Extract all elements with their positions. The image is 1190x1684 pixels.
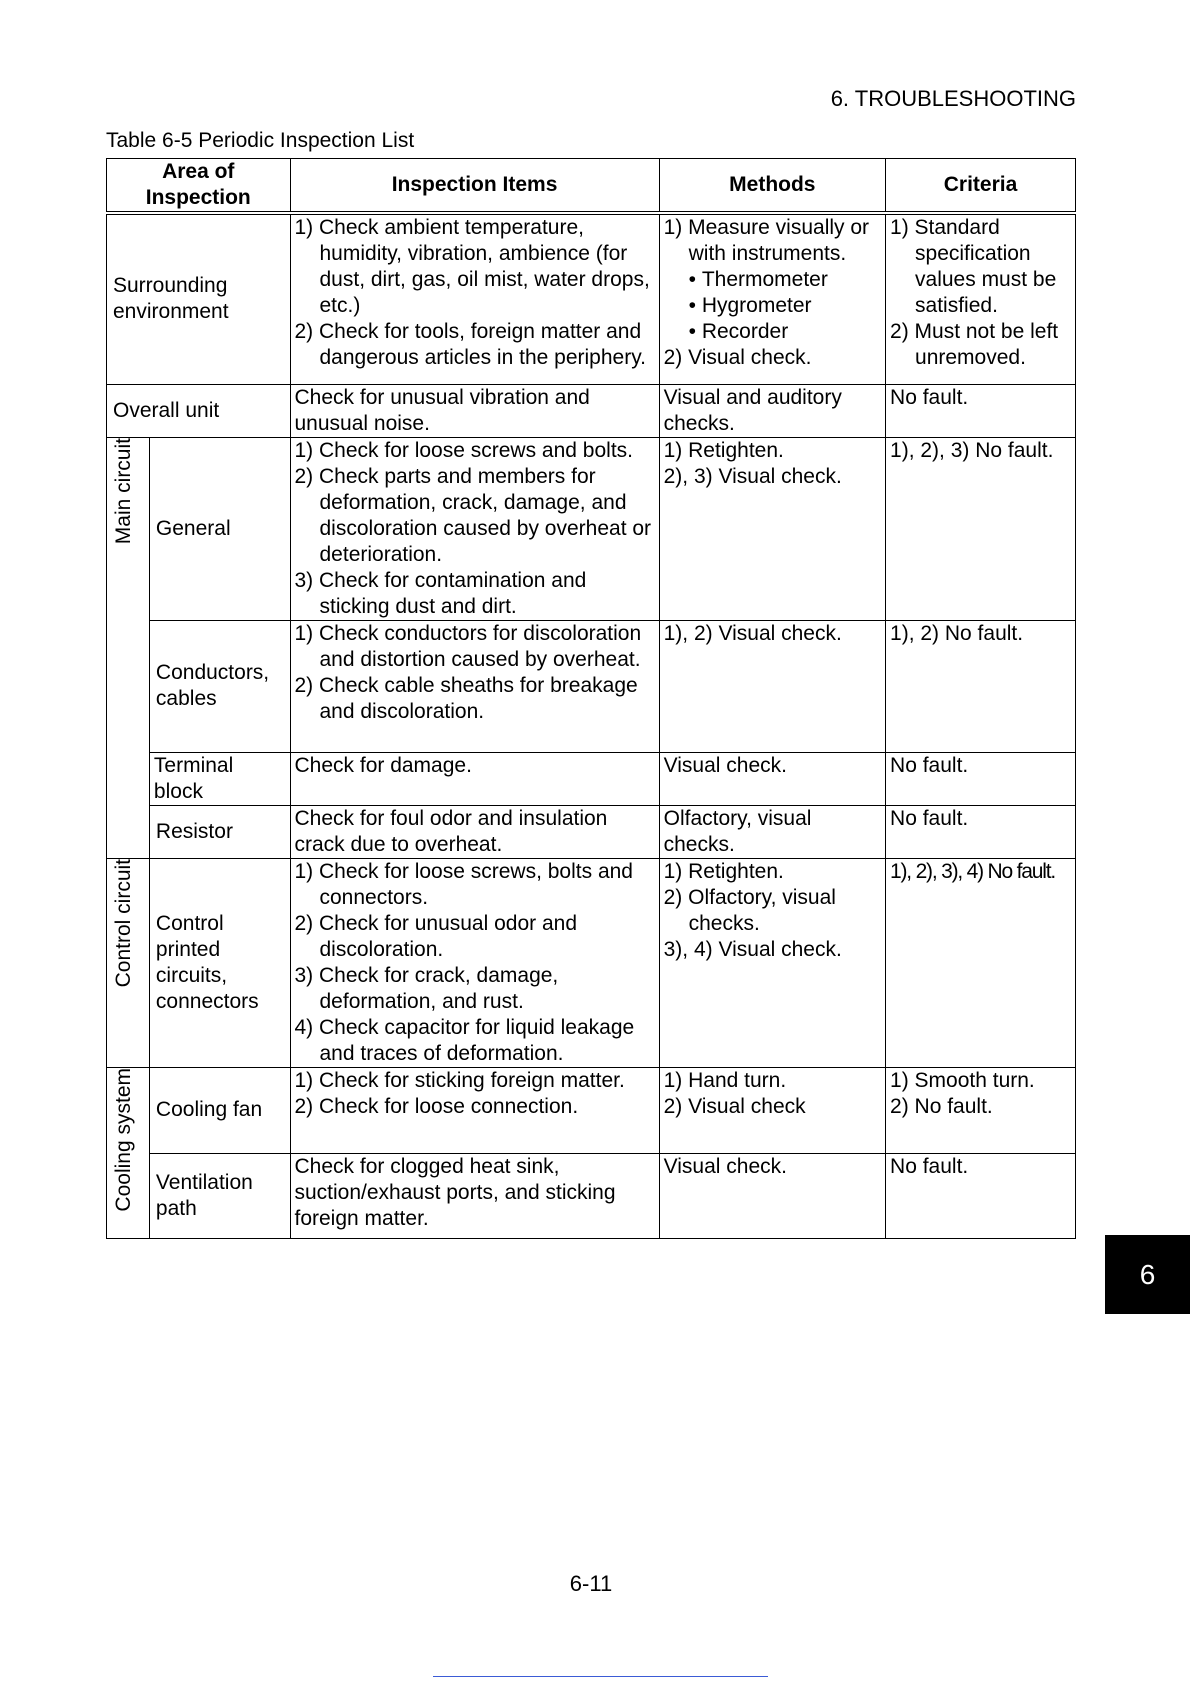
table-header-row — [107, 159, 1076, 214]
criteria-cell: No fault. — [886, 384, 1076, 437]
criteria-cell — [886, 1067, 1076, 1153]
items-cell: Check for foul odor and insulation crack due to overheat. — [290, 805, 659, 858]
group-label-control-circuit: Control circuit — [107, 858, 150, 1067]
methods-cell — [659, 858, 885, 1067]
page-number: 6-11 — [569, 1571, 613, 1596]
methods-cell: 1), 2) Visual check. — [659, 620, 885, 752]
criteria-cell: 1), 2) No fault. — [886, 620, 1076, 752]
inspection-item: 2) Check for loose connection. — [294, 1094, 579, 1118]
footer-divider — [433, 1676, 768, 1677]
inspection-item: 3) Check for crack, damage, deformation, and rust. — [294, 963, 559, 1013]
instrument-item: • Recorder — [689, 319, 881, 345]
method-item: 2) Visual check — [663, 1094, 806, 1118]
instrument-item: • Thermometer — [689, 267, 881, 293]
methods-cell — [659, 213, 885, 384]
header-criteria: Criteria — [886, 159, 1076, 214]
items-cell — [290, 858, 659, 1067]
group-label-cooling-system: Cooling system — [107, 1067, 150, 1238]
criteria-item: 1) Smooth turn. — [890, 1068, 1035, 1092]
methods-cell — [659, 437, 885, 620]
inspection-item: 1) Check for sticking foreign matter. — [294, 1068, 625, 1092]
criteria-item: 2) Must not be left unremoved. — [890, 320, 1059, 369]
area-cell: Conductors, cables — [149, 620, 290, 752]
header-area: Area of Inspection — [107, 159, 291, 214]
methods-cell: Visual and auditory checks. — [659, 384, 885, 437]
area-cell: General — [149, 437, 290, 620]
inspection-item: 1) Check conductors for discoloration and distortion caused by overheat. — [294, 621, 642, 671]
methods-cell: Olfactory, visual checks. — [659, 805, 885, 858]
method-item: 3), 4) Visual check. — [663, 937, 842, 961]
criteria-cell: 1), 2), 3), 4) No fault. — [886, 858, 1076, 1067]
criteria-item: 1) Standard specification values must be satisfied. — [890, 216, 1057, 317]
section-header: 6. TROUBLESHOOTING — [830, 86, 1076, 111]
header-inspection-items: Inspection Items — [290, 159, 659, 214]
periodic-inspection-table — [106, 158, 1076, 1239]
items-cell: Check for unusual vibration and unusual noise. — [290, 384, 659, 437]
method-item: 1) Measure visually or with instruments. — [663, 216, 870, 265]
chapter-tab: 6 — [1105, 1235, 1190, 1314]
criteria-cell: 1), 2), 3) No fault. — [886, 437, 1076, 620]
methods-cell: Visual check. — [659, 752, 885, 805]
inspection-item: 4) Check capacitor for liquid leakage and traces of deformation. — [294, 1015, 635, 1065]
inspection-item: 2) Check cable sheaths for breakage and discoloration. — [294, 673, 638, 723]
area-cell: Overall unit — [107, 384, 291, 437]
items-cell: Check for clogged heat sink, suction/exhaust ports, and sticking foreign matter. — [290, 1153, 659, 1238]
group-label-main-circuit: Main circuit — [107, 437, 150, 858]
inspection-item: 2) Check for tools, foreign matter and dangerous articles in the periphery. — [294, 320, 646, 369]
area-cell: Ventilation path — [149, 1153, 290, 1238]
table-caption: Table 6-5 Periodic Inspection List — [106, 129, 415, 152]
items-cell — [290, 1067, 659, 1153]
items-cell: Check for damage. — [290, 752, 659, 805]
row-ventilation-path — [107, 1153, 1076, 1238]
items-cell — [290, 620, 659, 752]
row-cooling-fan — [107, 1067, 1076, 1153]
inspection-item: 1) Check for loose screws, bolts and connectors. — [294, 859, 633, 909]
items-cell — [290, 213, 659, 384]
inspection-item: 3) Check for contamination and sticking dust and dirt. — [294, 568, 587, 618]
row-overall-unit — [107, 384, 1076, 437]
methods-cell: Visual check. — [659, 1153, 885, 1238]
items-cell — [290, 437, 659, 620]
criteria-item: 2) No fault. — [890, 1094, 993, 1118]
area-cell: Cooling fan — [149, 1067, 290, 1153]
area-cell: Surrounding environment — [107, 213, 291, 384]
criteria-cell — [886, 213, 1076, 384]
row-resistor — [107, 805, 1076, 858]
method-item: 1) Hand turn. — [663, 1068, 787, 1092]
instrument-item: • Hygrometer — [689, 293, 881, 319]
inspection-item: 1) Check ambient temperature, humidity, vibration, ambience (for dust, dirt, gas, oil mist, water drops, etc.) — [294, 216, 650, 317]
method-item: 1) Retighten. — [663, 438, 784, 462]
methods-cell — [659, 1067, 885, 1153]
row-terminal-block — [107, 752, 1076, 805]
area-cell: Terminal block — [149, 752, 290, 805]
row-general — [107, 437, 1076, 620]
row-conductors-cables — [107, 620, 1076, 752]
inspection-item: 2) Check for unusual odor and discoloration. — [294, 911, 578, 961]
method-item: 2) Visual check. — [663, 346, 812, 369]
area-cell: Resistor — [149, 805, 290, 858]
method-item: 2) Olfactory, visual checks. — [663, 885, 836, 935]
criteria-cell: No fault. — [886, 805, 1076, 858]
inspection-item: 1) Check for loose screws and bolts. — [294, 438, 633, 462]
row-control-printed-circuits — [107, 858, 1076, 1067]
criteria-cell: No fault. — [886, 752, 1076, 805]
row-surrounding-environment — [107, 213, 1076, 384]
method-item: 2), 3) Visual check. — [663, 464, 842, 488]
criteria-cell: No fault. — [886, 1153, 1076, 1238]
header-methods: Methods — [659, 159, 885, 214]
inspection-item: 2) Check parts and members for deformation, crack, damage, and discoloration caused by overheat or deterioration. — [294, 464, 652, 566]
method-item: 1) Retighten. — [663, 859, 784, 883]
area-cell: Control printed circuits, connectors — [149, 858, 290, 1067]
